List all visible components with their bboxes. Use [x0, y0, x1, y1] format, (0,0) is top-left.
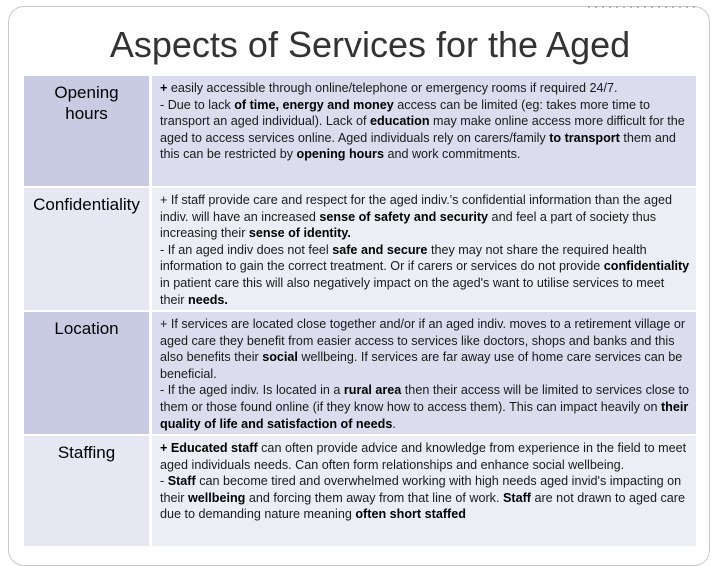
- dot: [602, 6, 604, 8]
- body-text: + If staff provide care and respect for the aged indiv.'s confidential information than the aged indiv. will have an increased: [160, 193, 672, 224]
- body-text: then their access will be limited to services close to them or those found online (if they know how to access them). This can impact heavily on: [160, 383, 689, 414]
- body-text: access can be limited (eg: takes more time to transport an aged individual). Lack of: [160, 97, 650, 129]
- dot: [686, 6, 688, 8]
- body-text: in patient care this will also negatively impact on the aged's want to utilise services to meet their: [160, 275, 665, 307]
- slide-title: Aspects of Services for the Aged: [109, 24, 631, 65]
- services-table: [24, 76, 696, 546]
- dot: [644, 6, 646, 8]
- emphasis-text: social: [262, 350, 298, 365]
- row-text: [152, 188, 696, 310]
- row-text: [152, 436, 696, 546]
- dot: [616, 6, 618, 8]
- row-label: Confidentiality: [24, 188, 152, 310]
- body-text: and feel a part of society thus increasing their: [160, 209, 657, 241]
- emphasis-text: rural area: [343, 383, 402, 398]
- dot: [595, 6, 597, 8]
- row-label: Opening hours: [24, 76, 152, 186]
- body-text: .: [392, 416, 396, 431]
- emphasis-text: to transport: [549, 130, 620, 145]
- body-text: - If an aged indiv does not feel: [160, 242, 333, 257]
- emphasis-text: of time, energy and money: [234, 97, 394, 112]
- dot: [623, 6, 625, 8]
- emphasis-text: safe and secure: [332, 242, 428, 257]
- row-label: Location: [24, 312, 152, 434]
- body-text: them and this can be restricted by: [160, 130, 676, 162]
- body-text: easily accessible through online/telephone or emergency rooms if required 24/7.: [170, 81, 618, 95]
- dot: [609, 6, 611, 8]
- body-text: wellbeing. If services are far away use of home care services can be beneficial.: [160, 350, 683, 381]
- body-text: are not drawn to aged care due to demanding nature meaning: [160, 490, 686, 522]
- table-row-confidentiality: [24, 188, 696, 312]
- dot: [651, 6, 653, 8]
- body-text: + If services are located close together and/or if an aged indiv. moves to a retirement village or aged care they benefit from easier access to services like doctors, shops and banks and this also benefits their: [160, 317, 686, 365]
- body-text: and work commitments.: [383, 147, 521, 162]
- dot: [658, 6, 660, 8]
- table-row-staffing: [24, 436, 696, 546]
- body-text: - Due to lack: [160, 97, 235, 112]
- dot: [679, 6, 681, 8]
- table-row-opening-hours: [24, 76, 696, 188]
- body-text: may make online access more difficult for the aged to access services online. Aged individuals rely on carers/family: [160, 114, 685, 145]
- dot: [693, 6, 695, 8]
- decorative-dots: [588, 6, 700, 12]
- body-text: they may not share the required health information to gain the correct treatment. Or if carers or services do not provide: [160, 242, 647, 274]
- emphasis-text: opening hours: [296, 147, 384, 162]
- dot: [588, 6, 590, 8]
- emphasis-text: Staff: [502, 490, 531, 505]
- emphasis-text: often short staffed: [355, 507, 466, 522]
- table-row-location: [24, 312, 696, 436]
- dot: [672, 6, 674, 8]
- row-text: [152, 312, 696, 434]
- emphasis-text: sense of safety and security: [319, 209, 489, 224]
- emphasis-text: +: [160, 81, 171, 95]
- emphasis-text: sense of identity.: [248, 226, 351, 241]
- emphasis-text: wellbeing: [188, 490, 246, 505]
- dot: [665, 6, 667, 8]
- dot: [630, 6, 632, 8]
- body-text: can often provide advice and knowledge from experience in the field to meet aged individuals needs. Can often form relationships and enhance social wellbeing.: [160, 441, 687, 472]
- dot: [637, 6, 639, 8]
- body-text: and forcing them away from that line of work.: [245, 490, 503, 505]
- row-text: [152, 76, 696, 186]
- emphasis-text: needs.: [188, 292, 228, 307]
- body-text: - If the aged indiv. Is located in a: [160, 383, 344, 398]
- emphasis-text: +: [160, 441, 171, 455]
- body-text: can become tired and overwhelmed working with high needs aged invid's impacting on their: [160, 474, 682, 505]
- emphasis-text: education: [370, 114, 430, 129]
- emphasis-text: Educated staff: [170, 441, 258, 455]
- emphasis-text: Staff: [167, 474, 196, 489]
- emphasis-text: their quality of life and satisfaction of needs: [160, 399, 689, 431]
- row-label: Staffing: [24, 436, 152, 546]
- emphasis-text: confidentiality: [603, 259, 690, 274]
- body-text: -: [160, 474, 168, 489]
